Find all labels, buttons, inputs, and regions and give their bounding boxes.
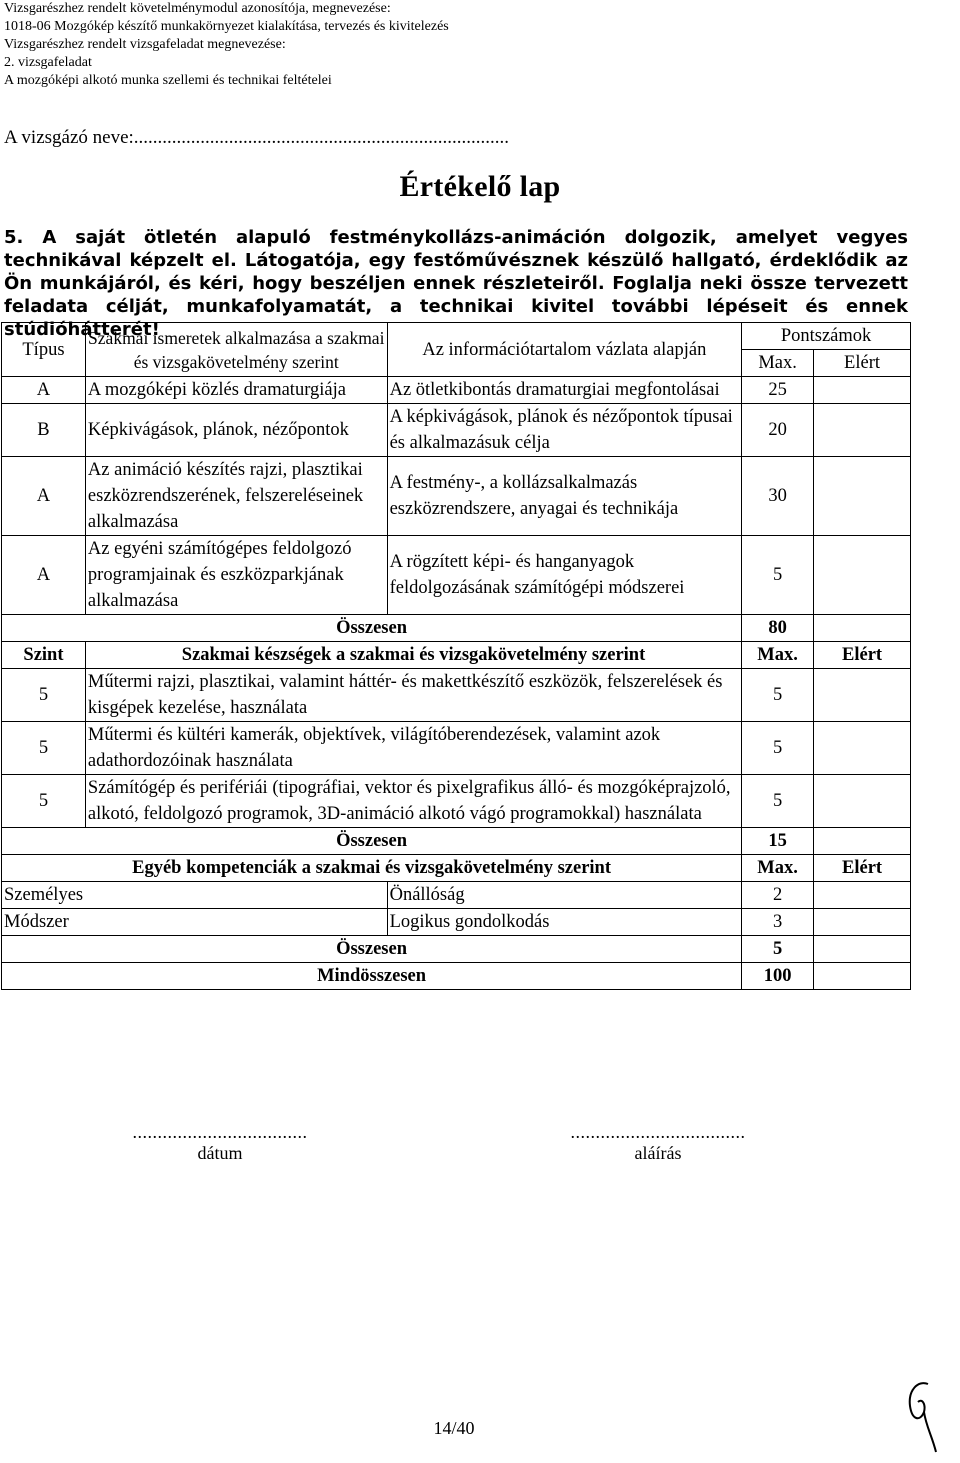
- row-achieved[interactable]: [814, 909, 911, 936]
- signature-line[interactable]: ...................................: [570, 1122, 746, 1142]
- row-achieved[interactable]: [814, 536, 911, 615]
- header-max: Max.: [742, 642, 814, 669]
- handwritten-signature-icon: [898, 1376, 942, 1456]
- header-line: 1018-06 Mozgókép készítő munkakörnyezet kialakítása, tervezés és kivitelezés: [4, 19, 449, 34]
- row-achieved[interactable]: [814, 669, 911, 722]
- header-line: A mozgóképi alkotó munka szellemi és technikai feltételei: [4, 73, 332, 88]
- row-skill: Az animáció készítés rajzi, plasztikai eszközrendszerének, felszereléseinek alkalmazása: [85, 457, 387, 536]
- evaluation-table: [1, 322, 911, 990]
- row-item: Önállóság: [387, 882, 742, 909]
- row-max: 3: [742, 909, 814, 936]
- page-title: Értékelő lap: [399, 170, 561, 203]
- table-row: [2, 377, 911, 404]
- table-row: [2, 404, 911, 457]
- row-skill-text: Számítógép és perifériái (tipográfiai, vektor és pixelgrafikus álló- és mozgóképrajzoló, alkotó, feldolgozó programok, 3D-animáció alkotó vágó programokkal) használata: [85, 775, 741, 828]
- row-type: B: [2, 404, 86, 457]
- page-number: 14/40: [433, 1418, 475, 1438]
- row-info: A festmény-, a kollázsalkalmazás eszközrendszere, anyagai és technikája: [387, 457, 742, 536]
- subtotal-label: Összesen: [2, 936, 742, 963]
- row-level: 5: [2, 722, 86, 775]
- signature-block: [518, 1122, 798, 1164]
- row-skill-text: Műtermi rajzi, plasztikai, valamint háttér- és makettkészítő eszközök, felszerelések és kisgépek kezelése, használata: [85, 669, 741, 722]
- row-achieved[interactable]: [814, 722, 911, 775]
- row-max: 5: [742, 536, 814, 615]
- subtotal-max: 80: [742, 615, 814, 642]
- header-other: Egyéb kompetenciák a szakmai és vizsgakövetelmény szerint: [2, 855, 742, 882]
- header-max: Max.: [742, 350, 814, 377]
- header-achieved: Elért: [814, 855, 911, 882]
- date-label: dátum: [197, 1143, 243, 1163]
- row-category: Személyes: [2, 882, 388, 909]
- row-category: Módszer: [2, 909, 388, 936]
- row-info: A rögzített képi- és hanganyagok feldolgozásának számítógépi módszerei: [387, 536, 742, 615]
- row-level: 5: [2, 775, 86, 828]
- table-row: [2, 909, 911, 936]
- row-max: 5: [742, 722, 814, 775]
- row-achieved[interactable]: [814, 404, 911, 457]
- header-info: Az információtartalom vázlata alapján: [387, 323, 742, 377]
- subtotal-label: Összesen: [2, 828, 742, 855]
- row-max: 30: [742, 457, 814, 536]
- row-max: 2: [742, 882, 814, 909]
- header-points: Pontszámok: [742, 323, 911, 350]
- row-skill-text: Műtermi és kültéri kamerák, objektívek, világítóberendezések, valamint azok adathordozóinak használata: [85, 722, 741, 775]
- header-line: Vizsgarészhez rendelt követelménymodul azonosítója, megnevezése:: [4, 1, 391, 16]
- subtotal-label: Összesen: [2, 615, 742, 642]
- row-type: A: [2, 377, 86, 404]
- table-row: [2, 536, 911, 615]
- grand-total-max: 100: [742, 963, 814, 990]
- header-achieved: Elért: [814, 350, 911, 377]
- row-max: 5: [742, 669, 814, 722]
- signature-label: aláírás: [634, 1143, 682, 1163]
- row-achieved[interactable]: [814, 377, 911, 404]
- task-description: 5. A saját ötletén alapuló festménykollázs-animáción dolgozik, amelyet vegyes technikával képzelt el. Látogatója, egy festőművésznek készülő hallgató, érdeklődik az Ön munkájáról, és kéri, hogy beszéljen ennek részleteiről. Foglalja neki össze tervezett feladata célját, munkafolyamatát, a technikai kivitel további lépéseit és ennek stúdióhátterét!: [4, 227, 908, 340]
- row-type: A: [2, 536, 86, 615]
- header-achieved: Elért: [814, 642, 911, 669]
- row-info: A képkivágások, plánok és nézőpontok típusai és alkalmazásuk célja: [387, 404, 742, 457]
- table-row: [2, 722, 911, 775]
- row-skill: Képkivágások, plánok, nézőpontok: [85, 404, 387, 457]
- row-skill: Az egyéni számítógépes feldolgozó programjainak és eszközparkjának alkalmazása: [85, 536, 387, 615]
- subtotal-achieved[interactable]: [814, 828, 911, 855]
- header-skills: Szakmai készségek a szakmai és vizsgakövetelmény szerint: [85, 642, 741, 669]
- row-level: 5: [2, 669, 86, 722]
- table-row: [2, 882, 911, 909]
- document-header: [4, 0, 449, 90]
- header-line: 2. vizsgafeladat: [4, 55, 92, 70]
- table-row: [2, 775, 911, 828]
- row-skill: A mozgóképi közlés dramaturgiája: [85, 377, 387, 404]
- table-row: [2, 457, 911, 536]
- grand-total-achieved[interactable]: [814, 963, 911, 990]
- header-type: Típus: [2, 323, 86, 377]
- row-achieved[interactable]: [814, 457, 911, 536]
- subtotal-max: 15: [742, 828, 814, 855]
- header-max: Max.: [742, 855, 814, 882]
- row-max: 20: [742, 404, 814, 457]
- row-achieved[interactable]: [814, 775, 911, 828]
- subtotal-max: 5: [742, 936, 814, 963]
- examinee-name-field: A vizsgázó neve:...............................................................................: [4, 127, 510, 148]
- row-type: A: [2, 457, 86, 536]
- subtotal-achieved[interactable]: [814, 936, 911, 963]
- row-info: Az ötletkibontás dramaturgiai megfontolásai: [387, 377, 742, 404]
- date-line[interactable]: ...................................: [132, 1122, 308, 1142]
- row-max: 25: [742, 377, 814, 404]
- header-level: Szint: [2, 642, 86, 669]
- row-achieved[interactable]: [814, 882, 911, 909]
- row-item: Logikus gondolkodás: [387, 909, 742, 936]
- grand-total-label: Mindösszesen: [2, 963, 742, 990]
- subtotal-achieved[interactable]: [814, 615, 911, 642]
- table-row: [2, 669, 911, 722]
- header-line: Vizsgarészhez rendelt vizsgafeladat megnevezése:: [4, 37, 286, 52]
- row-max: 5: [742, 775, 814, 828]
- date-block: [80, 1122, 360, 1164]
- header-knowledge: Szakmai ismeretek alkalmazása a szakmai és vizsgakövetelmény szerint: [85, 323, 387, 377]
